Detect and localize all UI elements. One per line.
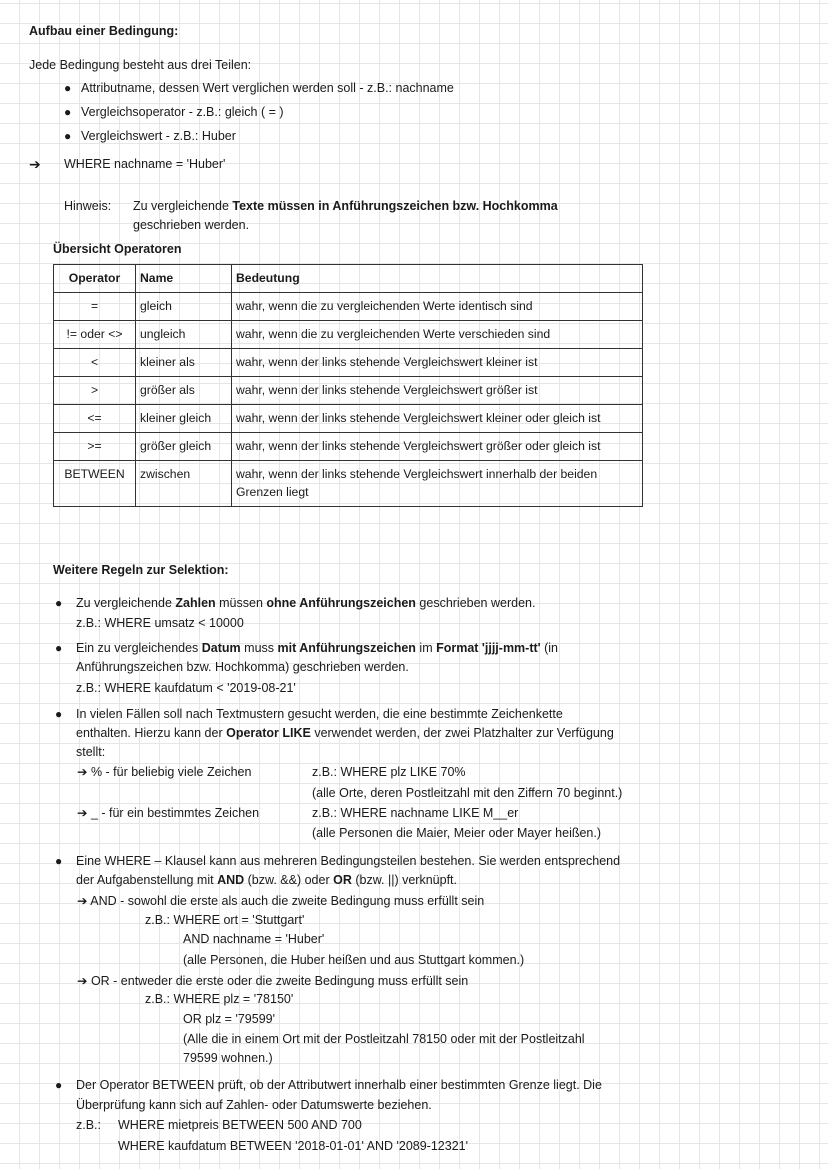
table-header: Name xyxy=(136,265,232,293)
table-row xyxy=(54,433,643,461)
section-heading: Aufbau einer Bedingung: xyxy=(29,24,179,38)
hint-label: Hinweis: xyxy=(64,199,112,213)
rule-text-line: Überprüfung kann sich auf Zahlen- oder Datumswerte beziehen. xyxy=(76,1098,432,1112)
rule-note: (alle Personen die Maier, Meier oder Mayer heißen.) xyxy=(312,826,602,840)
bullet-icon: ● xyxy=(55,1078,63,1092)
rule-example: z.B.: WHERE nachname LIKE M__er xyxy=(312,806,519,820)
bullet-icon: ● xyxy=(55,707,63,721)
table-cell: größer gleich xyxy=(136,433,232,461)
placeholder-underscore: ➔ _ - für ein bestimmtes Zeichen xyxy=(77,806,260,820)
rule-like xyxy=(76,724,614,742)
bullet-icon: ● xyxy=(64,81,72,95)
table-row xyxy=(54,293,643,321)
table-cell: kleiner gleich xyxy=(136,405,232,433)
hint-text-bold: Texte müssen in Anführungszeichen bzw. Hochkomma xyxy=(232,199,558,213)
text-bold: AND xyxy=(217,873,245,887)
rule-example: AND nachname = 'Huber' xyxy=(183,932,325,946)
text-part: der Aufgabenstellung mit xyxy=(76,873,218,887)
table-cell: wahr, wenn die zu vergleichenden Werte verschieden sind xyxy=(232,321,643,349)
and-description: ➔ AND - sowohl die erste als auch die zweite Bedingung muss erfüllt sein xyxy=(77,894,485,908)
table-cell: gleich xyxy=(136,293,232,321)
text-part: (in xyxy=(540,641,559,655)
table-header: Operator xyxy=(54,265,136,293)
table-cell: zwischen xyxy=(136,461,232,507)
table-title: Übersicht Operatoren xyxy=(53,242,182,256)
table-cell: wahr, wenn der links stehende Vergleichswert größer oder gleich ist xyxy=(232,433,643,461)
table-cell: wahr, wenn der links stehende Vergleichswert größer ist xyxy=(232,377,643,405)
table-row xyxy=(54,349,643,377)
table-cell xyxy=(232,461,643,507)
text-part: Ein zu vergleichendes xyxy=(76,641,202,655)
table-row xyxy=(54,377,643,405)
text-part: müssen xyxy=(215,596,267,610)
rule-example: z.B.: WHERE umsatz < 10000 xyxy=(76,616,244,630)
rules-heading: Weitere Regeln zur Selektion: xyxy=(53,563,229,577)
hint-text xyxy=(133,197,558,215)
table-header-row xyxy=(54,265,643,293)
rule-example: z.B.: WHERE plz = '78150' xyxy=(145,992,294,1006)
rule-note: (alle Personen, die Huber heißen und aus Stuttgart kommen.) xyxy=(183,953,525,967)
hint-text-part: Zu vergleichende xyxy=(133,199,233,213)
table-cell: wahr, wenn der links stehende Vergleichswert kleiner oder gleich ist xyxy=(232,405,643,433)
rule-example: WHERE mietpreis BETWEEN 500 AND 700 xyxy=(118,1118,362,1132)
table-header: Bedeutung xyxy=(232,265,643,293)
rule-note: (alle Orte, deren Postleitzahl mit den Ziffern 70 beginnt.) xyxy=(312,786,623,800)
text-part: (bzw. ||) verknüpft. xyxy=(351,873,457,887)
text-bold: ohne Anführungszeichen xyxy=(266,596,416,610)
table-cell: wahr, wenn der links stehende Vergleichswert kleiner ist xyxy=(232,349,643,377)
bullet-icon: ● xyxy=(64,105,72,119)
bullet-icon: ● xyxy=(55,854,63,868)
table-row xyxy=(54,461,643,507)
table-cell: BETWEEN xyxy=(54,461,136,507)
list-item: Vergleichsoperator - z.B.: gleich ( = ) xyxy=(81,105,284,119)
text-part: geschrieben werden. xyxy=(415,596,536,610)
text-bold: mit Anführungszeichen xyxy=(277,641,416,655)
rule-example: z.B.: WHERE kaufdatum < '2019-08-21' xyxy=(76,681,296,695)
table-cell: > xyxy=(54,377,136,405)
rule-example: z.B.: WHERE ort = 'Stuttgart' xyxy=(145,913,305,927)
text-part: verwendet werden, der zwei Platzhalter zur Verfügung xyxy=(310,726,614,740)
list-item: Attributname, dessen Wert verglichen werden soll - z.B.: nachname xyxy=(81,81,454,95)
table-cell: ungleich xyxy=(136,321,232,349)
rule-text-line: stellt: xyxy=(76,745,106,759)
table-cell: größer als xyxy=(136,377,232,405)
table-cell-line: wahr, wenn der links stehende Vergleichswert innerhalb der beiden xyxy=(236,467,598,481)
intro-text: Jede Bedingung besteht aus drei Teilen: xyxy=(29,58,252,72)
operators-table xyxy=(53,264,643,507)
rule-text-line: Anführungszeichen bzw. Hochkomma) geschrieben werden. xyxy=(76,660,409,674)
placeholder-percent: ➔ % - für beliebig viele Zeichen xyxy=(77,765,252,779)
text-part: enthalten. Hierzu kann der xyxy=(76,726,227,740)
text-bold: OR xyxy=(333,873,352,887)
list-item: Vergleichswert - z.B.: Huber xyxy=(81,129,236,143)
table-cell: kleiner als xyxy=(136,349,232,377)
text-part: (bzw. &&) oder xyxy=(244,873,334,887)
table-cell-line: Grenzen liegt xyxy=(236,485,309,499)
arrow-right-icon: ➔ xyxy=(29,156,41,172)
text-part: muss xyxy=(240,641,278,655)
table-cell: >= xyxy=(54,433,136,461)
rule-and-or xyxy=(76,871,457,889)
text-bold: Operator LIKE xyxy=(226,726,311,740)
table-cell: < xyxy=(54,349,136,377)
rule-date xyxy=(76,639,558,657)
rule-example: WHERE kaufdatum BETWEEN '2018-01-01' AND '2089-12321' xyxy=(118,1139,468,1153)
bullet-icon: ● xyxy=(55,596,63,610)
rule-text-line: Eine WHERE – Klausel kann aus mehreren Bedingungsteilen bestehen. Sie werden entsprechend xyxy=(76,854,621,868)
or-description: ➔ OR - entweder die erste oder die zweite Bedingung muss erfüllt sein xyxy=(77,974,469,988)
rule-example: OR plz = '79599' xyxy=(183,1012,275,1026)
table-cell: wahr, wenn die zu vergleichenden Werte identisch sind xyxy=(232,293,643,321)
rule-note: 79599 wohnen.) xyxy=(183,1051,273,1065)
rule-example: z.B.: WHERE plz LIKE 70% xyxy=(312,765,466,779)
text-bold: Zahlen xyxy=(175,596,216,610)
text-part: Zu vergleichende xyxy=(76,596,176,610)
table-cell: = xyxy=(54,293,136,321)
rule-numbers xyxy=(76,594,535,612)
table-row xyxy=(54,405,643,433)
table-cell: != oder <> xyxy=(54,321,136,349)
text-bold: Datum xyxy=(201,641,241,655)
table-row xyxy=(54,321,643,349)
rule-text-line: In vielen Fällen soll nach Textmustern gesucht werden, die eine bestimmte Zeichenkette xyxy=(76,707,563,721)
table-cell: <= xyxy=(54,405,136,433)
bullet-icon: ● xyxy=(64,129,72,143)
where-example: WHERE nachname = 'Huber' xyxy=(64,157,226,171)
rule-note: (Alle die in einem Ort mit der Postleitzahl 78150 oder mit der Postleitzahl xyxy=(183,1032,585,1046)
rule-text-line: Der Operator BETWEEN prüft, ob der Attributwert innerhalb einer bestimmten Grenze liegt. Die xyxy=(76,1078,602,1092)
text-bold: Format 'jjjj-mm-tt' xyxy=(436,641,541,655)
rule-example-label: z.B.: xyxy=(76,1118,102,1132)
bullet-icon: ● xyxy=(55,641,63,655)
text-part: im xyxy=(415,641,437,655)
hint-text-line2: geschrieben werden. xyxy=(133,218,250,232)
